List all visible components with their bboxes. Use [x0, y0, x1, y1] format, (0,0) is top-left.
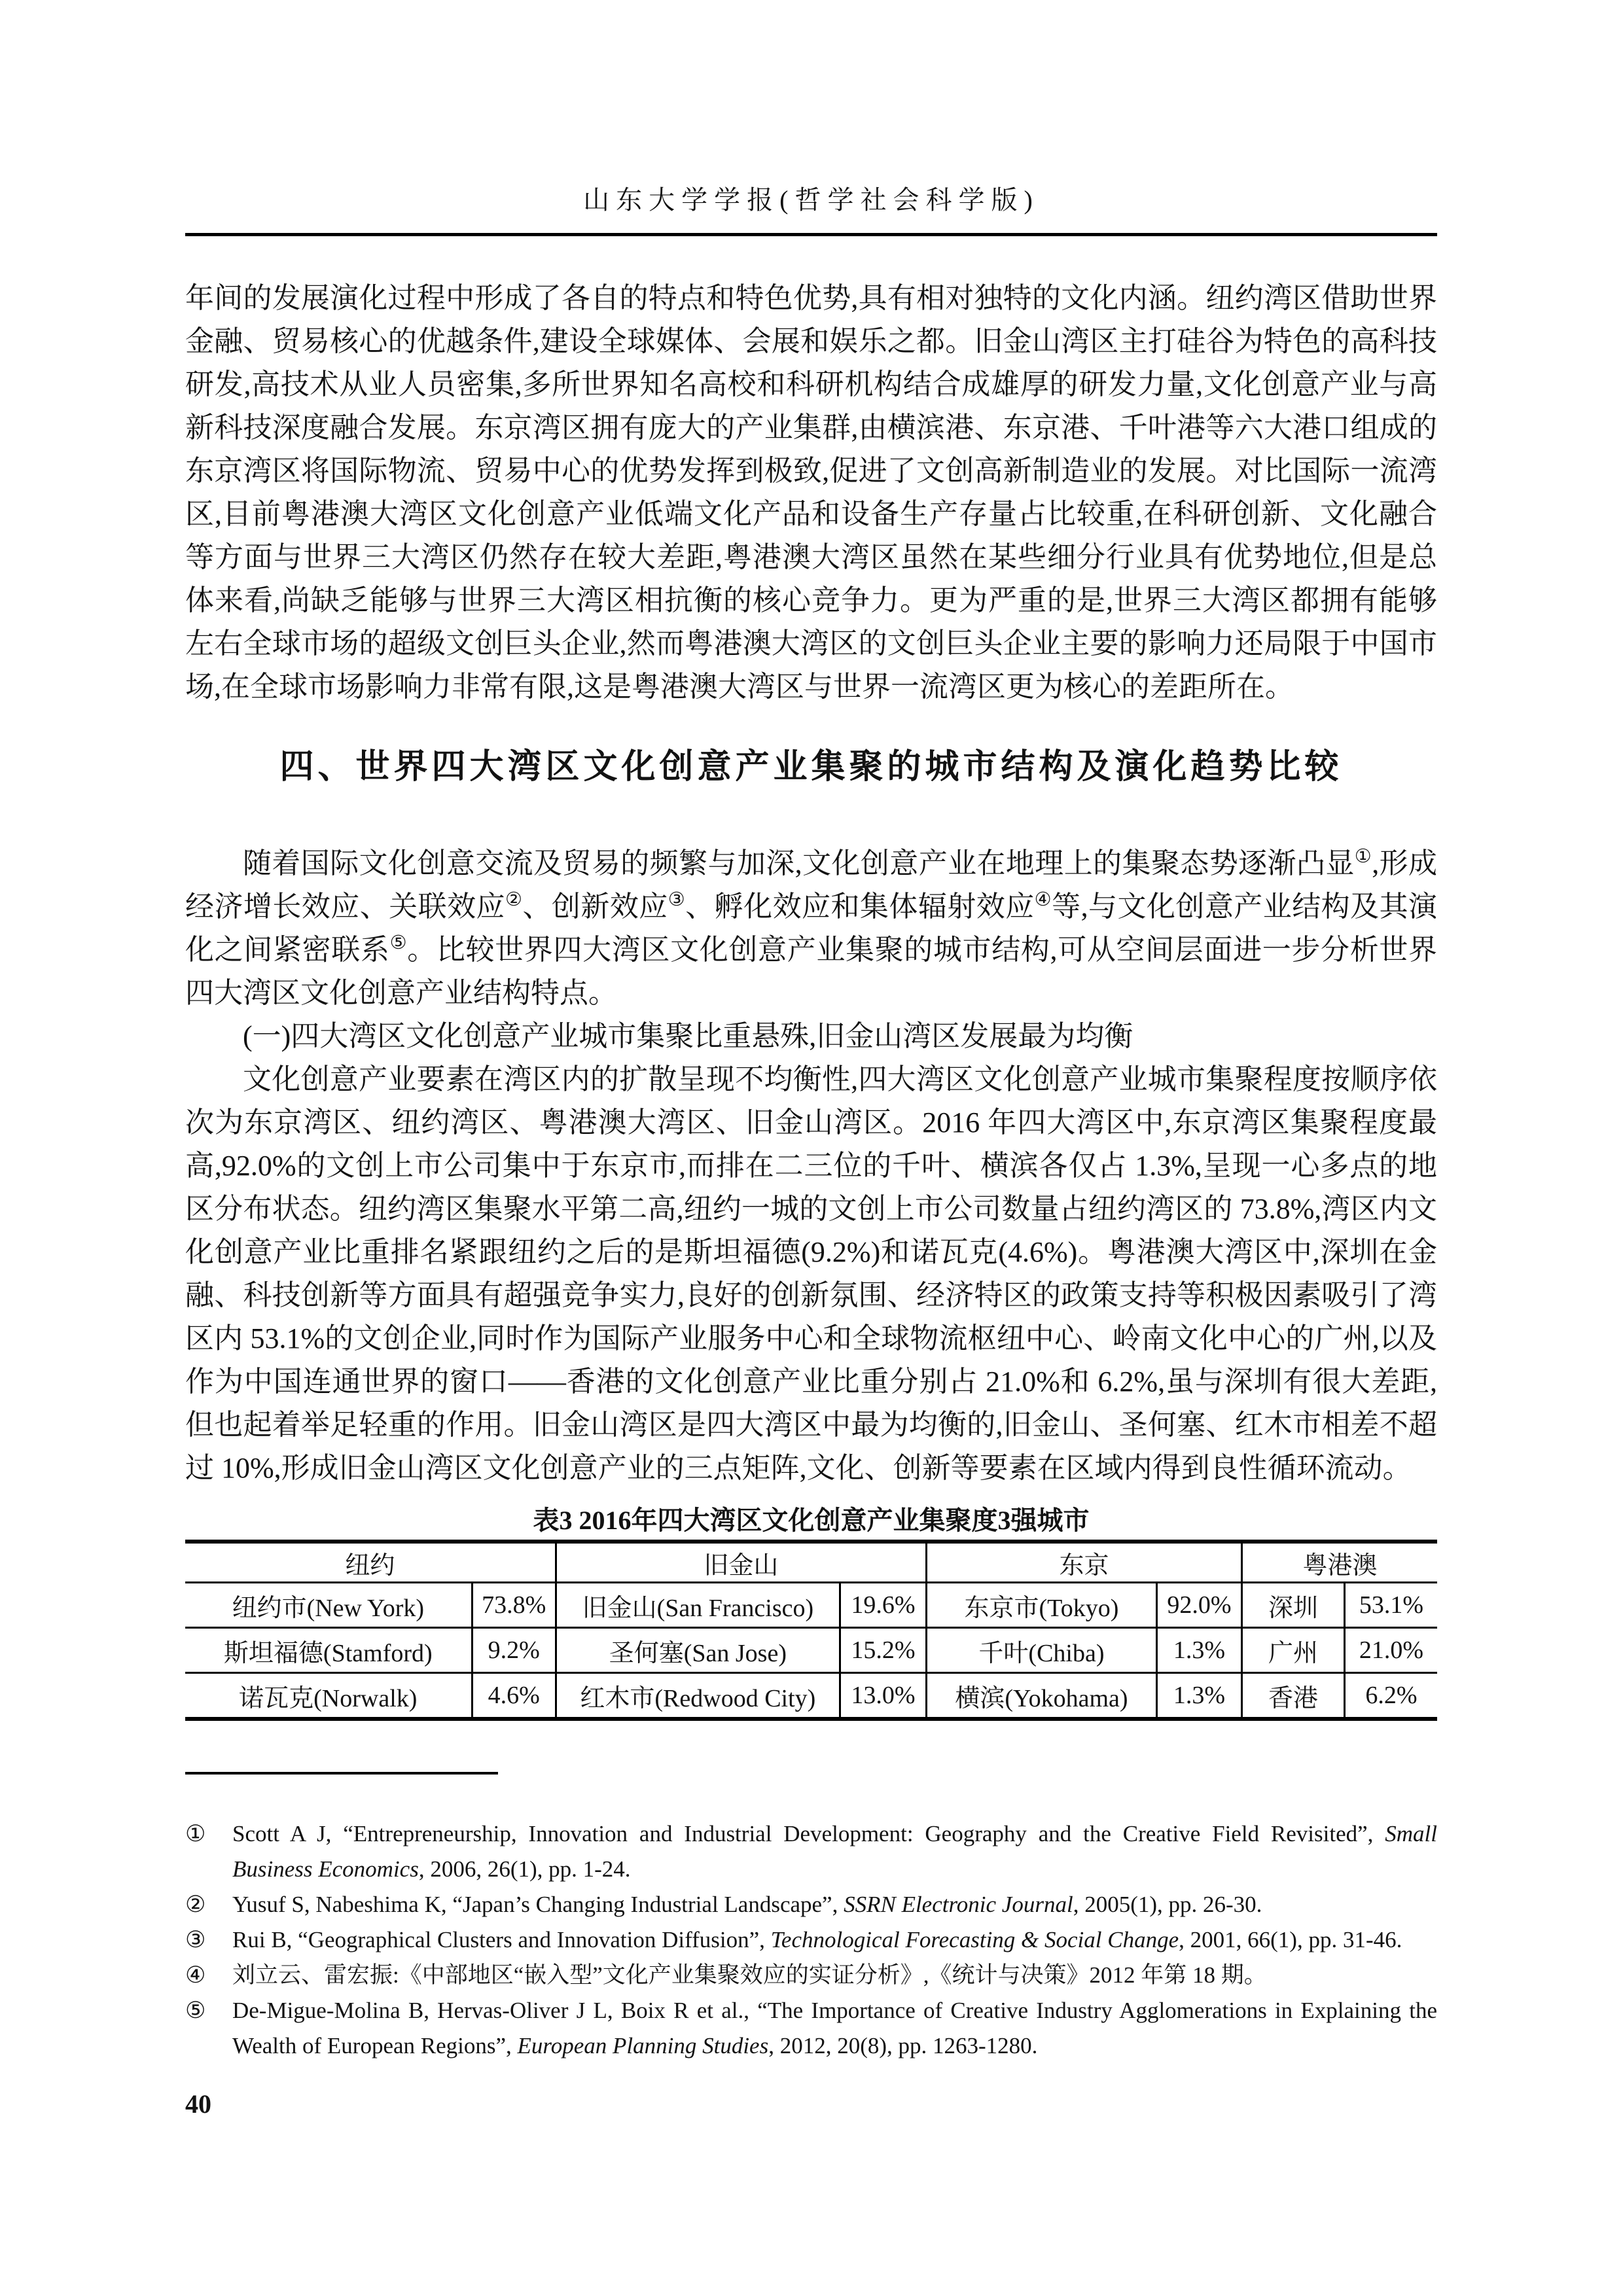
table-cell: 圣何塞(San Jose) [556, 1628, 840, 1673]
table-cell: 斯坦福德(Stamford) [185, 1628, 472, 1673]
table-cell: 4.6% [472, 1673, 556, 1720]
table-cell: 92.0% [1156, 1583, 1241, 1628]
footnote-text: Rui B, “Geographical Clusters and Innovation Diffusion”, Technological Forecasting & Social Change, 2001, 66(1), pp. 31-46. [232, 1927, 1402, 1952]
section-heading: 四、世界四大湾区文化创意产业集聚的城市结构及演化趋势比较 [279, 747, 1343, 786]
table-header-guangdonghkmacao: 粤港澳 [1242, 1542, 1437, 1583]
table-cell: 73.8% [472, 1583, 556, 1628]
table-cell: 6.2% [1344, 1673, 1437, 1720]
page-content [185, 0, 1437, 2121]
table-cell: 13.0% [840, 1673, 927, 1720]
footnote-text: De-Migue-Molina B, Hervas-Oliver J L, Boix R et al., “The Importance of Creative Industry Agglomerations in Explaining the Wealth of European Regions”, European Planning Studies, 2012, 20(8), pp. 1263-1280. [232, 1998, 1437, 2058]
table-row [185, 1583, 1437, 1628]
table-cell: 横滨(Yokohama) [926, 1673, 1156, 1720]
footnote-2 [185, 1887, 1437, 1922]
table-cell: 红木市(Redwood City) [556, 1673, 840, 1720]
table-cell: 21.0% [1344, 1628, 1437, 1673]
bay-area-cluster-table [185, 1540, 1437, 1721]
table-row [185, 1628, 1437, 1673]
footnote-3 [185, 1922, 1437, 1958]
table-cell: 千叶(Chiba) [926, 1628, 1156, 1673]
table-cell: 深圳 [1242, 1583, 1345, 1628]
footnote-separator [185, 1772, 498, 1775]
footnote-marker: ① [185, 1821, 206, 1846]
paragraph-2: 随着国际文化创意交流及贸易的频繁与加深,文化创意产业在地理上的集聚态势逐渐凸显①,形成经济增长效应、关联效应②、创新效应③、孵化效应和集体辐射效应④等,与文化创意产业结构及其演化之间紧密联系⑤。比较世界四大湾区文化创意产业集聚的城市结构,可从空间层面进一步分析世界四大湾区文化创意产业结构特点。 [185, 846, 1438, 1009]
header-divider [185, 233, 1437, 236]
table-header-tokyo: 东京 [926, 1542, 1241, 1583]
table-cell: 53.1% [1344, 1583, 1437, 1628]
table-cell: 诺瓦克(Norwalk) [185, 1673, 472, 1720]
table-cell: 1.3% [1156, 1628, 1241, 1673]
footnotes-section [185, 1816, 1437, 2064]
footnote-marker: ③ [185, 1927, 206, 1952]
table-header-newyork: 纽约 [185, 1542, 556, 1583]
footnote-text: Yusuf S, Nabeshima K, “Japan’s Changing Industrial Landscape”, SSRN Electronic Journal, 2005(1), pp. 26-30. [232, 1892, 1262, 1917]
footnote-marker: ⑤ [185, 1998, 206, 2023]
table-cell: 香港 [1242, 1673, 1345, 1720]
table-cell: 纽约市(New York) [232, 1594, 425, 1622]
table-header-row [185, 1542, 1437, 1583]
journal-header: 山东大学学报(哲学社会科学版) [583, 185, 1039, 215]
page-number: 40 [185, 2089, 211, 2119]
footnote-marker: ④ [185, 1962, 206, 1988]
table-header-sanfrancisco: 旧金山 [556, 1542, 926, 1583]
table-cell: 旧金山(San Francisco) [556, 1583, 840, 1628]
paragraph-3: 文化创意产业要素在湾区内的扩散呈现不均衡性,四大湾区文化创意产业城市集聚程度按顺序依次为东京湾区、纽约湾区、粤港澳大湾区、旧金山湾区。2016 年四大湾区中,东京湾区集聚程度最高,92.0%的文创上市公司集中于东京市,而排在二三位的千叶、横滨各仅占 1.3%,呈现一心多点的地区分布状态。纽约湾区集聚水平第二高,纽约一城的文创上市公司数量占纽约湾区的 73.8%,湾区内文化创意产业比重排名紧跟纽约之后的是斯坦福德(9.2%)和诺瓦克(4.6%)。粤港澳大湾区中,深圳在金融、科技创新等方面具有超强竞争实力,良好的创新氛围、经济特区的政策支持等积极因素吸引了湾区内 53.1%的文创企业,同时作为国际产业服务中心和全球物流枢纽中心、岭南文化中心的广州,以及作为中国连通世界的窗口——香港的文化创意产业比重分别占 21.0%和 6.2%,虽与深圳有很大差距,但也起着举足轻重的作用。旧金山湾区是四大湾区中最为均衡的,旧金山、圣何塞、红木市相差不超过 10%,形成旧金山湾区文化创意产业的三点矩阵,文化、创新等要素在区域内得到良性循环流动。 [185, 1063, 1437, 1484]
footnote-4 [185, 1958, 1437, 1993]
footnote-5 [185, 1993, 1437, 2064]
table-title: 表3 2016年四大湾区文化创意产业集聚度3强城市 [533, 1506, 1090, 1535]
table-cell: 15.2% [840, 1628, 927, 1673]
footnote-marker: ② [185, 1892, 206, 1917]
table-cell: 9.2% [472, 1628, 556, 1673]
footnote-text: 刘立云、雷宏振:《中部地区“嵌入型”文化产业集聚效应的实证分析》,《统计与决策》2012 年第 18 期。 [232, 1962, 1267, 1988]
table-cell: 1.3% [1156, 1673, 1241, 1720]
footnote-text: Scott A J, “Entrepreneurship, Innovation and Industrial Development: Geography and the Creative Field Revisited”, Small Business Economics, 2006, 26(1), pp. 1-24. [232, 1821, 1437, 1882]
paragraph-1: 年间的发展演化过程中形成了各自的特点和特色优势,具有相对独特的文化内涵。纽约湾区借助世界金融、贸易核心的优越条件,建设全球媒体、会展和娱乐之都。旧金山湾区主打硅谷为特色的高科技研发,高技术从业人员密集,多所世界知名高校和科研机构结合成雄厚的研发力量,文化创意产业与高新科技深度融合发展。东京湾区拥有庞大的产业集群,由横滨港、东京港、千叶港等六大港口组成的东京湾区将国际物流、贸易中心的优势发挥到极致,促进了文创高新制造业的发展。对比国际一流湾区,目前粤港澳大湾区文化创意产业低端文化产品和设备生产存量占比较重,在科研创新、文化融合等方面与世界三大湾区仍然存在较大差距,粤港澳大湾区虽然在某些细分行业具有优势地位,但是总体来看,尚缺乏能够与世界三大湾区相抗衡的核心竞争力。更为严重的是,世界三大湾区都拥有能够左右全球市场的超级文创巨头企业,然而粤港澳大湾区的文创巨头企业主要的影响力还局限于中国市场,在全球市场影响力非常有限,这是粤港澳大湾区与世界一流湾区更为核心的差距所在。 [185, 282, 1437, 703]
sub-heading: (一)四大湾区文化创意产业城市集聚比重悬殊,旧金山湾区发展最为均衡 [243, 1020, 1133, 1052]
table-cell: 东京市(Tokyo) [926, 1583, 1156, 1628]
table-row [185, 1673, 1437, 1720]
footnote-1 [185, 1816, 1437, 1887]
table-cell: 19.6% [840, 1583, 927, 1628]
table-cell: 广州 [1242, 1628, 1345, 1673]
